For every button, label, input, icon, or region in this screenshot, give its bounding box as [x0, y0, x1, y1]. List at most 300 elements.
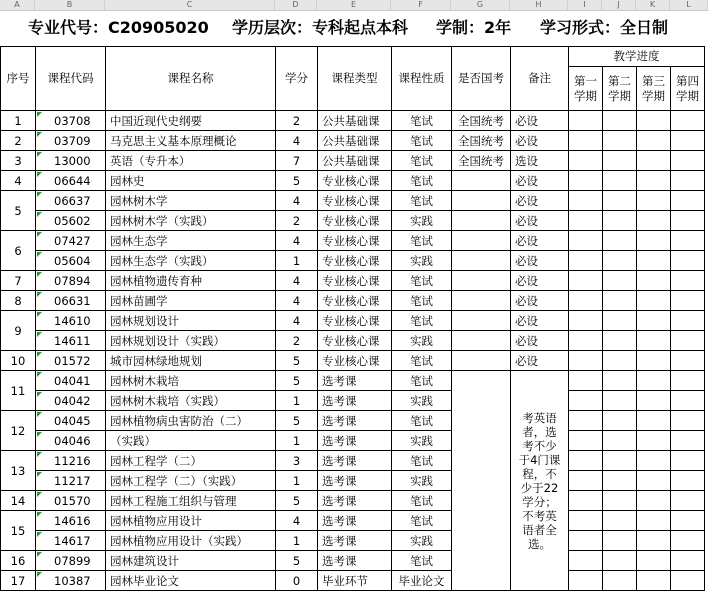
table-row	[1, 411, 705, 431]
header-code: 课程代码	[36, 47, 106, 111]
cell-type: 专业核心课	[318, 171, 392, 191]
header-type: 课程类型	[318, 47, 392, 111]
cell-credit: 2	[276, 111, 318, 131]
cell-term	[569, 511, 603, 531]
cell-name: 园林建筑设计	[106, 551, 276, 571]
cell-credit: 4	[276, 191, 318, 211]
cell-credit: 5	[276, 351, 318, 371]
cell-name: 城市园林绿地规划	[106, 351, 276, 371]
table-row	[1, 171, 705, 191]
cell-nature: 实践	[392, 331, 452, 351]
cell-seq: 12	[1, 411, 36, 451]
cell-code: 11217	[36, 471, 106, 491]
cell-term	[637, 231, 671, 251]
header-progress: 教学进度	[569, 47, 705, 67]
cell-note: 必设	[511, 251, 569, 271]
cell-term	[569, 251, 603, 271]
cell-term	[671, 571, 705, 591]
col-letter: A	[0, 0, 35, 10]
cell-term	[603, 391, 637, 411]
cell-term	[569, 431, 603, 451]
cell-nature: 笔试	[392, 451, 452, 471]
cell-national	[452, 191, 511, 211]
cell-type: 专业核心课	[318, 331, 392, 351]
cell-code: 05604	[36, 251, 106, 271]
cell-name: 园林植物应用设计	[106, 511, 276, 531]
cell-seq: 1	[1, 111, 36, 131]
cell-code: 06631	[36, 291, 106, 311]
cell-code: 01570	[36, 491, 106, 511]
cell-credit: 5	[276, 551, 318, 571]
cell-term	[603, 411, 637, 431]
cell-term	[671, 431, 705, 451]
cell-term	[569, 231, 603, 251]
cell-term	[637, 271, 671, 291]
col-letter: G	[451, 0, 510, 10]
cell-term	[671, 191, 705, 211]
cell-code: 10387	[36, 571, 106, 591]
cell-nature: 笔试	[392, 271, 452, 291]
cell-note: 必设	[511, 231, 569, 251]
cell-national	[452, 211, 511, 231]
table-row	[1, 371, 705, 391]
cell-term	[569, 531, 603, 551]
cell-term	[603, 111, 637, 131]
cell-type: 公共基础课	[318, 111, 392, 131]
cell-nature: 笔试	[392, 351, 452, 371]
cell-term	[671, 291, 705, 311]
cell-name: （实践）	[106, 431, 276, 451]
cell-type: 选考课	[318, 491, 392, 511]
cell-type: 专业核心课	[318, 191, 392, 211]
cell-credit: 5	[276, 371, 318, 391]
header-term-2: 第二学期	[603, 67, 637, 111]
header-name: 课程名称	[106, 47, 276, 111]
cell-type: 专业核心课	[318, 211, 392, 231]
cell-term	[637, 411, 671, 431]
cell-name: 中国近现代史纲要	[106, 111, 276, 131]
cell-nature: 笔试	[392, 171, 452, 191]
header-credit: 学分	[276, 47, 318, 111]
cell-term	[671, 211, 705, 231]
education-level: 学历层次：专科起点本科	[232, 18, 409, 37]
cell-note: 必设	[511, 191, 569, 211]
cell-code: 03709	[36, 131, 106, 151]
table-row	[1, 251, 705, 271]
cell-term	[671, 511, 705, 531]
table-row	[1, 151, 705, 171]
cell-type: 选考课	[318, 411, 392, 431]
cell-term	[569, 411, 603, 431]
cell-term	[603, 451, 637, 471]
cell-nature: 笔试	[392, 371, 452, 391]
cell-national	[452, 251, 511, 271]
cell-national	[452, 351, 511, 371]
cell-credit: 4	[276, 291, 318, 311]
table-row	[1, 491, 705, 511]
table-row	[1, 431, 705, 451]
table-row	[1, 231, 705, 251]
cell-term	[603, 291, 637, 311]
cell-credit: 4	[276, 311, 318, 331]
cell-nature: 实践	[392, 211, 452, 231]
cell-note: 必设	[511, 271, 569, 291]
cell-credit: 5	[276, 171, 318, 191]
cell-type: 毕业环节	[318, 571, 392, 591]
cell-term	[637, 391, 671, 411]
cell-name: 园林规划设计	[106, 311, 276, 331]
cell-national	[452, 311, 511, 331]
cell-term	[637, 171, 671, 191]
cell-term	[569, 271, 603, 291]
cell-term	[569, 111, 603, 131]
table-row	[1, 531, 705, 551]
cell-credit: 1	[276, 251, 318, 271]
major-code: 专业代号：C20905020	[28, 18, 209, 37]
cell-name: 园林树木学（实践）	[106, 211, 276, 231]
cell-term	[603, 191, 637, 211]
table-row	[1, 311, 705, 331]
cell-term	[637, 111, 671, 131]
cell-term	[569, 171, 603, 191]
cell-code: 06644	[36, 171, 106, 191]
cell-term	[637, 191, 671, 211]
table-row	[1, 471, 705, 491]
cell-term	[671, 551, 705, 571]
cell-type: 选考课	[318, 471, 392, 491]
cell-term	[603, 371, 637, 391]
cell-code: 07427	[36, 231, 106, 251]
cell-term	[671, 331, 705, 351]
cell-nature: 笔试	[392, 131, 452, 151]
page-title	[0, 10, 708, 46]
cell-term	[569, 191, 603, 211]
cell-name: 园林树木栽培（实践）	[106, 391, 276, 411]
cell-term	[671, 111, 705, 131]
cell-seq: 6	[1, 231, 36, 271]
cell-code: 14616	[36, 511, 106, 531]
cell-national	[452, 331, 511, 351]
cell-credit: 1	[276, 471, 318, 491]
cell-term	[637, 291, 671, 311]
cell-nature: 笔试	[392, 191, 452, 211]
cell-name: 园林树木栽培	[106, 371, 276, 391]
table-row	[1, 391, 705, 411]
cell-term	[637, 251, 671, 271]
cell-term	[671, 471, 705, 491]
cell-note: 必设	[511, 171, 569, 191]
cell-name: 园林苗圃学	[106, 291, 276, 311]
cell-type: 选考课	[318, 511, 392, 531]
cell-national	[452, 231, 511, 251]
cell-term	[671, 271, 705, 291]
cell-term	[603, 231, 637, 251]
cell-national	[452, 291, 511, 311]
cell-code: 06637	[36, 191, 106, 211]
cell-type: 选考课	[318, 531, 392, 551]
cell-credit: 5	[276, 411, 318, 431]
cell-note: 选设	[511, 151, 569, 171]
cell-credit: 4	[276, 231, 318, 251]
cell-term	[671, 151, 705, 171]
cell-credit: 1	[276, 531, 318, 551]
study-duration: 学制：2年	[436, 18, 512, 37]
cell-note: 必设	[511, 131, 569, 151]
cell-credit: 5	[276, 491, 318, 511]
cell-nature: 笔试	[392, 111, 452, 131]
cell-term	[671, 231, 705, 251]
cell-term	[603, 431, 637, 451]
cell-term	[637, 151, 671, 171]
cell-credit: 2	[276, 331, 318, 351]
cell-seq: 10	[1, 351, 36, 371]
cell-term	[671, 371, 705, 391]
table-row	[1, 131, 705, 151]
cell-nature: 笔试	[392, 151, 452, 171]
cell-term	[569, 491, 603, 511]
cell-national	[452, 371, 511, 591]
cell-nature: 笔试	[392, 411, 452, 431]
cell-term	[603, 211, 637, 231]
cell-term	[637, 371, 671, 391]
cell-name: 园林工程学（二）	[106, 451, 276, 471]
cell-nature: 笔试	[392, 551, 452, 571]
cell-credit: 7	[276, 151, 318, 171]
cell-term	[569, 311, 603, 331]
cell-name: 园林工程施工组织与管理	[106, 491, 276, 511]
cell-term	[637, 571, 671, 591]
cell-term	[603, 551, 637, 571]
cell-type: 选考课	[318, 551, 392, 571]
cell-term	[671, 491, 705, 511]
cell-code: 04042	[36, 391, 106, 411]
cell-seq: 8	[1, 291, 36, 311]
col-letter: C	[105, 0, 275, 10]
cell-code: 04041	[36, 371, 106, 391]
cell-term	[603, 311, 637, 331]
cell-term	[603, 471, 637, 491]
col-letter: K	[636, 0, 670, 10]
cell-term	[603, 531, 637, 551]
cell-term	[569, 451, 603, 471]
cell-seq: 4	[1, 171, 36, 191]
cell-term	[569, 371, 603, 391]
cell-seq: 16	[1, 551, 36, 571]
header-term-3: 第三学期	[637, 67, 671, 111]
cell-seq: 11	[1, 371, 36, 411]
cell-term	[637, 451, 671, 471]
curriculum-table	[0, 46, 705, 591]
cell-term	[671, 311, 705, 331]
cell-term	[671, 391, 705, 411]
cell-type: 专业核心课	[318, 271, 392, 291]
table-row	[1, 111, 705, 131]
header-term-4: 第四学期	[671, 67, 705, 111]
cell-nature: 实践	[392, 391, 452, 411]
cell-nature: 实践	[392, 471, 452, 491]
cell-seq: 17	[1, 571, 36, 591]
cell-name: 园林植物应用设计（实践）	[106, 531, 276, 551]
cell-credit: 1	[276, 431, 318, 451]
cell-name: 园林树木学	[106, 191, 276, 211]
cell-term	[637, 551, 671, 571]
cell-note: 必设	[511, 291, 569, 311]
table-row	[1, 291, 705, 311]
cell-nature: 实践	[392, 251, 452, 271]
table-row	[1, 351, 705, 371]
cell-type: 选考课	[318, 431, 392, 451]
cell-code: 13000	[36, 151, 106, 171]
cell-note: 必设	[511, 351, 569, 371]
table-row	[1, 211, 705, 231]
cell-seq: 3	[1, 151, 36, 171]
cell-term	[603, 351, 637, 371]
cell-term	[569, 131, 603, 151]
cell-seq: 13	[1, 451, 36, 491]
cell-term	[603, 131, 637, 151]
cell-name: 园林史	[106, 171, 276, 191]
cell-name: 园林生态学	[106, 231, 276, 251]
table-row	[1, 191, 705, 211]
cell-seq: 9	[1, 311, 36, 351]
header-national-exam: 是否国考	[452, 47, 511, 111]
cell-term	[603, 271, 637, 291]
cell-term	[637, 471, 671, 491]
cell-type: 专业核心课	[318, 251, 392, 271]
cell-name: 园林生态学（实践）	[106, 251, 276, 271]
cell-term	[637, 331, 671, 351]
cell-name: 园林工程学（二）（实践）	[106, 471, 276, 491]
cell-type: 公共基础课	[318, 151, 392, 171]
col-letter: H	[510, 0, 568, 10]
cell-type: 专业核心课	[318, 231, 392, 251]
cell-term	[569, 471, 603, 491]
cell-credit: 4	[276, 131, 318, 151]
cell-type: 专业核心课	[318, 351, 392, 371]
cell-nature: 笔试	[392, 311, 452, 331]
cell-nature: 笔试	[392, 491, 452, 511]
col-letter: J	[602, 0, 636, 10]
table-row	[1, 331, 705, 351]
cell-term	[603, 151, 637, 171]
cell-type: 公共基础课	[318, 131, 392, 151]
col-letter: L	[670, 0, 708, 10]
cell-code: 14610	[36, 311, 106, 331]
col-letter: D	[275, 0, 317, 10]
cell-seq: 7	[1, 271, 36, 291]
elective-note: 考英语者，选考不少于4门课程，不少于22学分；不考英语者全选。	[511, 371, 569, 591]
cell-term	[569, 331, 603, 351]
cell-credit: 4	[276, 511, 318, 531]
cell-term	[671, 531, 705, 551]
cell-nature: 实践	[392, 531, 452, 551]
table-row	[1, 271, 705, 291]
cell-name: 马克思主义基本原理概论	[106, 131, 276, 151]
cell-code: 07899	[36, 551, 106, 571]
table-row	[1, 511, 705, 531]
header-nature: 课程性质	[392, 47, 452, 111]
cell-type: 选考课	[318, 391, 392, 411]
cell-code: 14617	[36, 531, 106, 551]
cell-type: 选考课	[318, 451, 392, 471]
cell-name: 园林植物病虫害防治（二）	[106, 411, 276, 431]
col-letter: E	[317, 0, 391, 10]
cell-code: 01572	[36, 351, 106, 371]
table-row	[1, 551, 705, 571]
cell-code: 03708	[36, 111, 106, 131]
col-letter: F	[391, 0, 451, 10]
cell-note: 必设	[511, 111, 569, 131]
cell-code: 04046	[36, 431, 106, 451]
cell-type: 专业核心课	[318, 291, 392, 311]
cell-national	[452, 171, 511, 191]
cell-term	[671, 451, 705, 471]
cell-term	[569, 391, 603, 411]
cell-term	[603, 511, 637, 531]
cell-term	[671, 411, 705, 431]
cell-nature: 笔试	[392, 291, 452, 311]
col-letter: I	[568, 0, 602, 10]
cell-credit: 3	[276, 451, 318, 471]
cell-name: 园林植物遗传育种	[106, 271, 276, 291]
cell-national	[452, 271, 511, 291]
cell-credit: 0	[276, 571, 318, 591]
col-letter: B	[35, 0, 105, 10]
cell-national: 全国统考	[452, 151, 511, 171]
cell-national: 全国统考	[452, 111, 511, 131]
cell-term	[569, 571, 603, 591]
cell-term	[603, 331, 637, 351]
cell-seq: 15	[1, 511, 36, 551]
cell-term	[569, 551, 603, 571]
table-row	[1, 571, 705, 591]
cell-nature: 笔试	[392, 511, 452, 531]
cell-code: 14611	[36, 331, 106, 351]
cell-term	[671, 351, 705, 371]
cell-credit: 2	[276, 211, 318, 231]
cell-nature: 实践	[392, 431, 452, 451]
cell-credit: 4	[276, 271, 318, 291]
cell-type: 专业核心课	[318, 311, 392, 331]
cell-code: 07894	[36, 271, 106, 291]
cell-note: 必设	[511, 211, 569, 231]
cell-term	[637, 211, 671, 231]
study-form: 学习形式：全日制	[540, 18, 669, 37]
cell-type: 选考课	[318, 371, 392, 391]
cell-note: 必设	[511, 311, 569, 331]
cell-term	[569, 291, 603, 311]
cell-term	[569, 211, 603, 231]
cell-term	[637, 491, 671, 511]
cell-code: 04045	[36, 411, 106, 431]
cell-term	[637, 531, 671, 551]
cell-note: 必设	[511, 331, 569, 351]
cell-term	[637, 311, 671, 331]
cell-national: 全国统考	[452, 131, 511, 151]
cell-term	[569, 151, 603, 171]
cell-term	[671, 171, 705, 191]
cell-term	[603, 491, 637, 511]
cell-name: 园林规划设计（实践）	[106, 331, 276, 351]
cell-nature: 笔试	[392, 231, 452, 251]
cell-term	[637, 351, 671, 371]
cell-credit: 1	[276, 391, 318, 411]
header-term-1: 第一学期	[569, 67, 603, 111]
cell-term	[569, 351, 603, 371]
header-seq: 序号	[1, 47, 36, 111]
cell-term	[603, 571, 637, 591]
header-note: 备注	[511, 47, 569, 111]
